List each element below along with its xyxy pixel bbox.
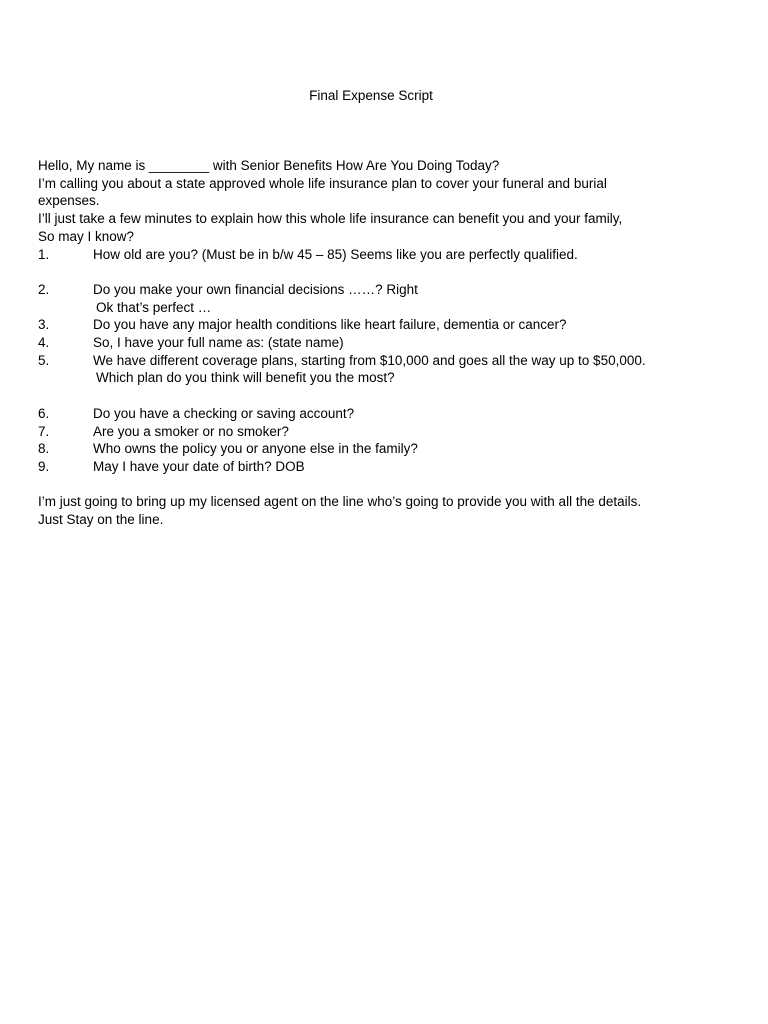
question-text: Who owns the policy you or anyone else in the family? bbox=[93, 441, 418, 457]
question-text: Do you make your own financial decisions ……? Right bbox=[93, 281, 418, 297]
question-item bbox=[38, 316, 738, 334]
intro-line: I’m calling you about a state approved whole life insurance plan to cover your funeral and burial bbox=[38, 175, 607, 191]
question-number: 5. bbox=[38, 352, 50, 368]
question-number: 4. bbox=[38, 335, 50, 351]
question-text: We have different coverage plans, starting from $10,000 and goes all the way up to $50,000. bbox=[93, 352, 646, 368]
intro-line: So may I know? bbox=[38, 228, 135, 244]
question-item bbox=[38, 246, 738, 264]
intro-line: Hello, My name is ________ with Senior Benefits How Are You Doing Today? bbox=[38, 158, 500, 173]
question-item bbox=[38, 352, 738, 370]
question-item bbox=[38, 440, 738, 458]
question-number: 6. bbox=[38, 405, 50, 421]
closing-line: Just Stay on the line. bbox=[38, 512, 164, 528]
question-number: 9. bbox=[38, 458, 50, 474]
question-number: 2. bbox=[38, 281, 50, 297]
spacer bbox=[38, 263, 738, 281]
question-text: Do you have a checking or saving account? bbox=[93, 405, 355, 421]
question-text: How old are you? (Must be in b/w 45 – 85) Seems like you are perfectly qualified. bbox=[93, 246, 578, 262]
spacer bbox=[38, 476, 738, 494]
question-item bbox=[38, 423, 738, 441]
question-number: 3. bbox=[38, 317, 50, 333]
question-item bbox=[38, 458, 738, 476]
question-item bbox=[38, 405, 738, 423]
question-follow-up: Which plan do you think will benefit you the most? bbox=[96, 370, 395, 386]
script-body bbox=[38, 157, 738, 529]
intro-line: expenses. bbox=[38, 193, 100, 209]
question-number: 8. bbox=[38, 441, 50, 457]
question-text: Do you have any major health conditions like heart failure, dementia or cancer? bbox=[93, 317, 567, 333]
question-follow-up: Ok that’s perfect … bbox=[96, 299, 212, 315]
question-text: So, I have your full name as: (state name) bbox=[93, 335, 344, 351]
closing-line: I’m just going to bring up my licensed agent on the line who’s going to provide you with all the details. bbox=[38, 494, 642, 510]
question-item bbox=[38, 334, 738, 352]
question-text: May I have your date of birth? DOB bbox=[93, 458, 305, 474]
document-title: Final Expense Script bbox=[309, 88, 433, 103]
question-number: 7. bbox=[38, 423, 50, 439]
question-item bbox=[38, 281, 738, 299]
intro-line: I’ll just take a few minutes to explain how this whole life insurance can benefit you and your family, bbox=[38, 211, 623, 227]
question-number: 1. bbox=[38, 246, 50, 262]
question-text: Are you a smoker or no smoker? bbox=[93, 423, 289, 439]
spacer bbox=[38, 387, 738, 405]
